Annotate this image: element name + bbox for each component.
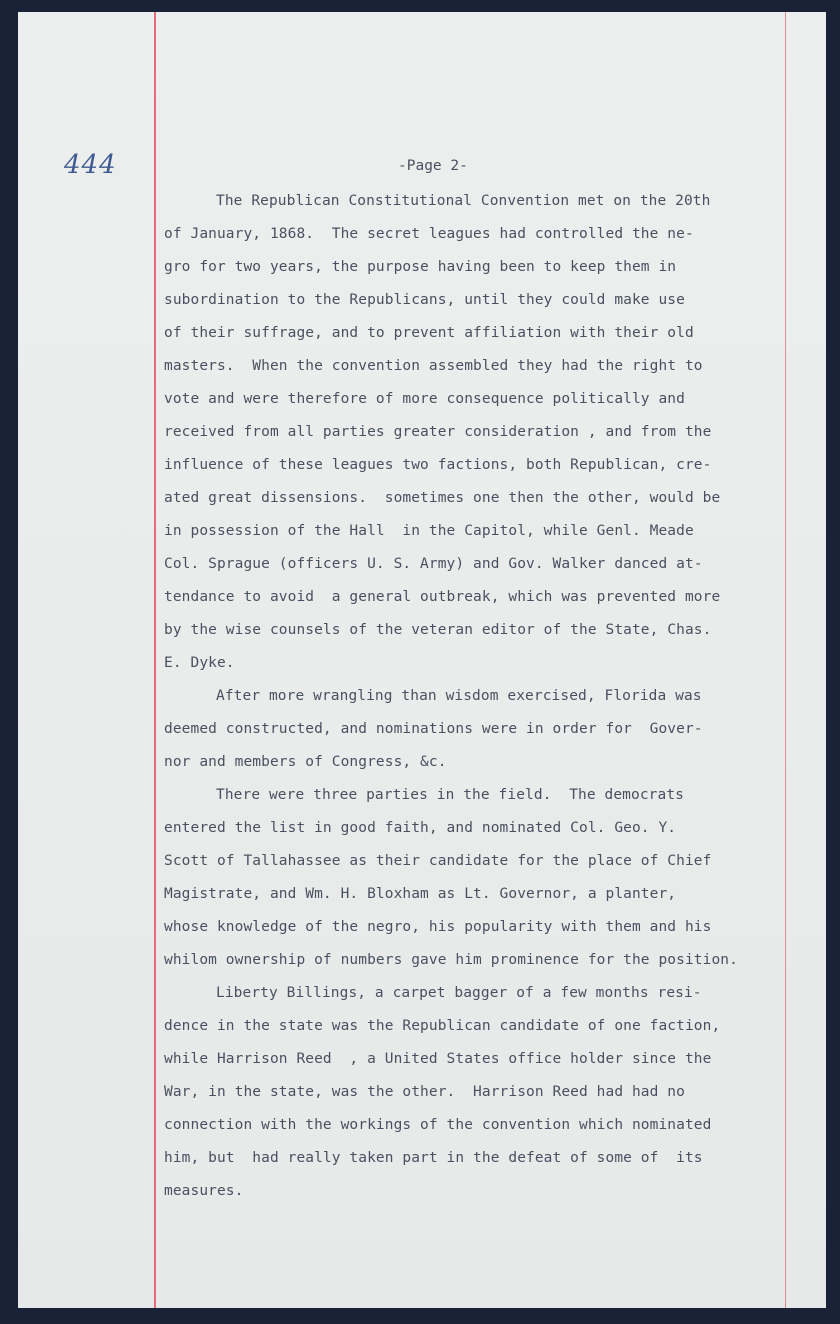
text-line: Magistrate, and Wm. H. Bloxham as Lt. Governor, a planter,	[164, 886, 677, 902]
text-line: of January, 1868. The secret leagues had controlled the ne-	[164, 226, 694, 242]
text-line: of their suffrage, and to prevent affiliation with their old	[164, 325, 694, 341]
text-line: entered the list in good faith, and nominated Col. Geo. Y.	[164, 820, 677, 836]
body-text	[164, 185, 824, 1208]
typescript-page	[18, 12, 826, 1308]
text-line: gro for two years, the purpose having been to keep them in	[164, 259, 677, 275]
text-line: There were three parties in the field. The democrats	[216, 787, 684, 803]
text-line: subordination to the Republicans, until they could make use	[164, 292, 685, 308]
text-line: in possession of the Hall in the Capitol, while Genl. Meade	[164, 523, 694, 539]
text-line: while Harrison Reed , a United States office holder since the	[164, 1051, 712, 1067]
page-header: -Page 2-	[398, 158, 468, 174]
text-line: nor and members of Congress, &c.	[164, 754, 447, 770]
text-line: After more wrangling than wisdom exercised, Florida was	[216, 688, 702, 704]
text-line: influence of these leagues two factions, both Republican, cre-	[164, 457, 712, 473]
text-line: E. Dyke.	[164, 655, 235, 671]
text-line: War, in the state, was the other. Harrison Reed had had no	[164, 1084, 685, 1100]
left-margin-rule	[154, 12, 156, 1308]
text-line: connection with the workings of the convention which nominated	[164, 1117, 712, 1133]
text-line: Liberty Billings, a carpet bagger of a few months resi-	[216, 985, 702, 1001]
text-line: dence in the state was the Republican candidate of one faction,	[164, 1018, 721, 1034]
text-line: vote and were therefore of more consequence politically and	[164, 391, 685, 407]
text-line: The Republican Constitutional Convention met on the 20th	[216, 193, 711, 209]
text-line: whose knowledge of the negro, his popularity with them and his	[164, 919, 712, 935]
text-line: received from all parties greater consideration , and from the	[164, 424, 712, 440]
text-line: measures.	[164, 1183, 244, 1199]
text-line: ated great dissensions. sometimes one then the other, would be	[164, 490, 721, 506]
text-line: whilom ownership of numbers gave him prominence for the position.	[164, 952, 738, 968]
text-line: deemed constructed, and nominations were in order for Gover-	[164, 721, 703, 737]
text-line: him, but had really taken part in the defeat of some of its	[164, 1150, 703, 1166]
text-line: masters. When the convention assembled they had the right to	[164, 358, 703, 374]
text-line: Col. Sprague (officers U. S. Army) and Gov. Walker danced at-	[164, 556, 703, 572]
text-line: tendance to avoid a general outbreak, which was prevented more	[164, 589, 721, 605]
text-line: Scott of Tallahassee as their candidate for the place of Chief	[164, 853, 712, 869]
text-line: by the wise counsels of the veteran editor of the State, Chas.	[164, 622, 712, 638]
handwritten-folio-number: 444	[64, 150, 117, 180]
